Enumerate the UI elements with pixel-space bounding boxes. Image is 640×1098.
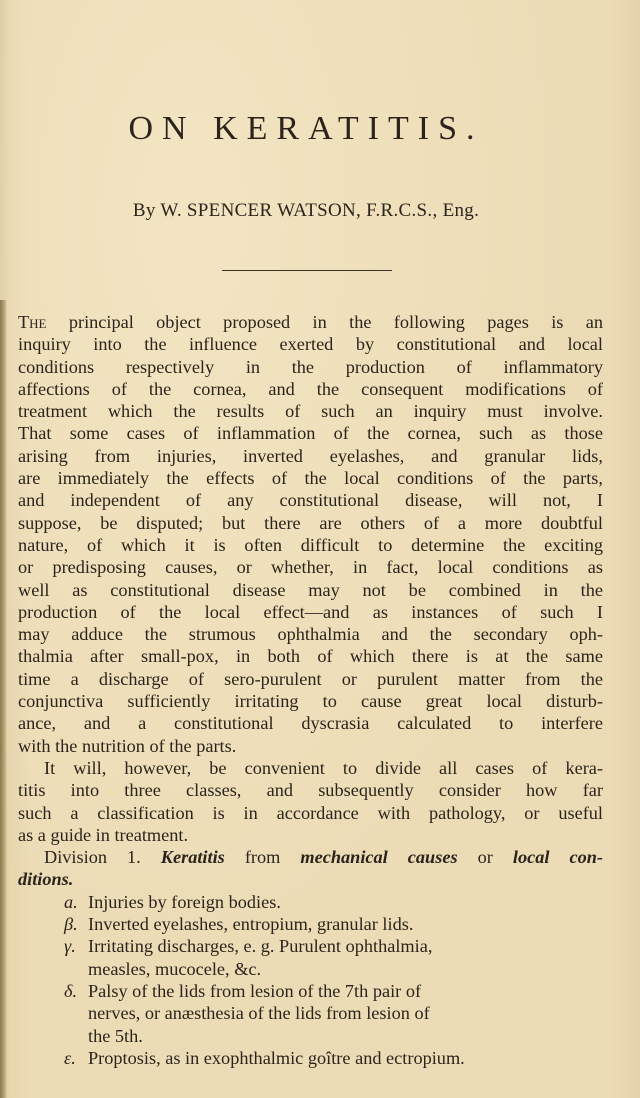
text-line: inquiry into the influence exerted by constitutional and local — [18, 334, 603, 355]
text-line: treatment which the results of such an inquiry must involve. — [18, 401, 603, 422]
list-item — [18, 913, 603, 935]
text-line: ditions. — [18, 869, 74, 890]
text-line: well as constitutional disease may not be combined in the — [18, 579, 603, 600]
text-line: ance, and a constitutional dyscrasia calculated to interfere — [18, 713, 603, 734]
item-text: measles, mucocele, &c. — [88, 958, 262, 979]
text-line: affections of the cornea, and the consequent modifications of — [18, 378, 603, 399]
text-line: nature, of which it is often difficult to determine the exciting — [18, 534, 603, 555]
item-text: Palsy of the lids from lesion of the 7th pair of — [88, 980, 422, 1001]
text-line: titis into three classes, and subsequently consider how far — [18, 780, 603, 801]
text-line: are immediately the effects of the local conditions of the parts, — [18, 468, 603, 489]
text-line: or predisposing causes, or whether, in fact, local conditions as — [18, 557, 603, 578]
text-line: That some cases of inflammation of the cornea, such as those — [18, 423, 603, 444]
item-marker: γ. — [64, 936, 76, 957]
division-heading — [18, 846, 603, 891]
text-line: production of the local effect—and as instances of such I — [18, 601, 603, 622]
text-line: conjunctiva sufficiently irritating to cause great local disturb- — [18, 691, 603, 712]
title-rule — [222, 270, 392, 271]
text-line: suppose, be disputed; but there are others of a more doubtful — [18, 512, 603, 533]
item-text: nerves, or anæsthesia of the lids from lesion of — [88, 1003, 430, 1024]
item-marker: ε. — [64, 1047, 76, 1068]
text-line: time a discharge of sero-purulent or purulent matter from the — [18, 668, 603, 689]
list-item — [18, 980, 603, 1047]
binding-shadow — [0, 300, 7, 1098]
text-line: It will, however, be convenient to divide all cases of kera- — [44, 757, 603, 778]
item-text: Irritating discharges, e. g. Purulent ophthalmia, — [88, 936, 433, 957]
text-line: thalmia after small-pox, in both of which there is at the same — [18, 646, 603, 667]
text-line: as a guide in treatment. — [18, 824, 189, 845]
list-item — [18, 935, 603, 980]
lead-word: The — [18, 312, 47, 332]
article-body — [18, 311, 603, 1069]
item-marker: a. — [64, 891, 78, 912]
list-item — [18, 1047, 603, 1069]
item-text: Inverted eyelashes, entropium, granular lids. — [88, 914, 414, 935]
item-text: Proptosis, as in exophthalmic goître and ectropium. — [88, 1047, 465, 1068]
text-line: may adduce the strumous ophthalmia and the secondary oph- — [18, 624, 603, 645]
text-line: arising from injuries, inverted eyelashes, and granular lids, — [18, 445, 603, 466]
article-title: ON KERATITIS. — [128, 110, 484, 147]
item-text: Injuries by foreign bodies. — [88, 891, 281, 912]
text-line: and independent of any constitutional disease, will not, I — [18, 490, 603, 511]
author-byline: By W. SPENCER WATSON, F.R.C.S., Eng. — [132, 200, 480, 221]
item-marker: β. — [64, 914, 78, 935]
paragraph-2 — [18, 757, 603, 846]
text-line: Division 1. Keratitis from mechanical causes or local con- — [44, 847, 604, 868]
item-marker: δ. — [64, 980, 78, 1001]
text-line: conditions respectively in the production of inflammatory — [18, 356, 603, 377]
cause-list — [18, 891, 603, 1069]
item-text: the 5th. — [88, 1025, 143, 1046]
text-line: such a classification is in accordance with pathology, or useful — [18, 802, 603, 823]
paragraph-1 — [18, 311, 603, 757]
text-line: with the nutrition of the parts. — [18, 735, 237, 756]
list-item — [18, 891, 603, 913]
text-line: The principal object proposed in the following pages is an — [18, 312, 603, 332]
